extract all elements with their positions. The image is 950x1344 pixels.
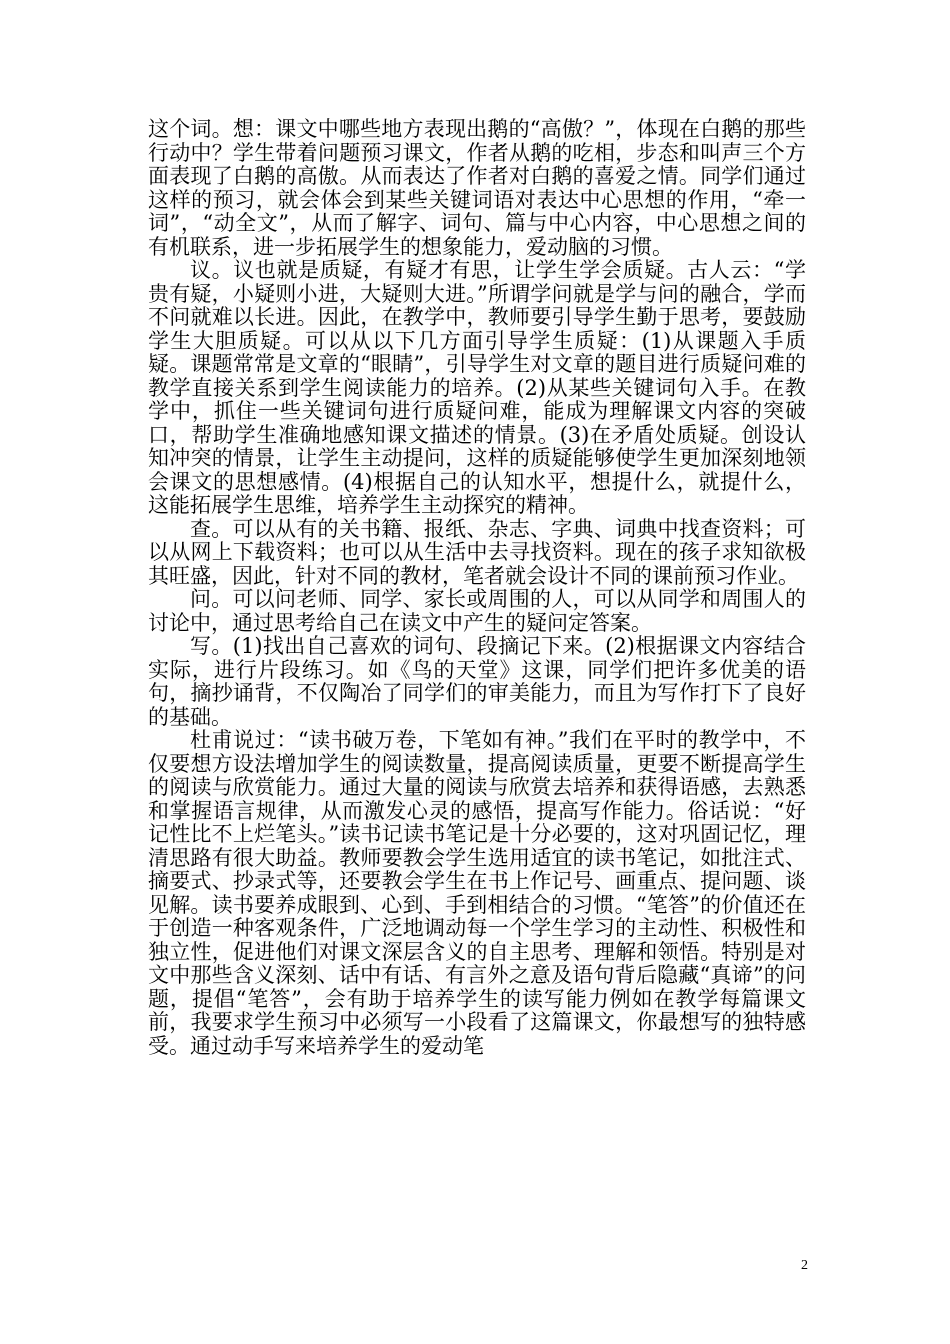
page-number: 2 — [801, 1258, 808, 1273]
paragraph-ask: 问。可以问老师、同学、家长或周围的人，可以从同学和周围人的讨论中，通过思考给自己在读文中产生的疑问定答案。 — [148, 587, 806, 635]
paragraph-search: 查。可以从有的关书籍、报纸、杂志、字典、词典中找查资料；可以从网上下载资料；也可以从生活中去寻找资料。现在的孩子求知欲极其旺盛，因此，针对不同的教材，笔者就会设计不同的课前预习作业。 — [148, 516, 806, 588]
paragraph-continuation: 这个词。想：课文中哪些地方表现出鹅的“高傲？”，体现在白鹅的那些行动中？学生带着问题预习课文，作者从鹅的吃相，步态和叫声三个方面表现了白鹅的高傲。从而表达了作者对白鹅的喜爱之情。同学们通过这样的预习，就会体会到某些关键词语对表达中心思想的作用，“牵一词”，“动全文”，从而了解字、词句、篇与中心内容，中心思想之间的有机联系，进一步拓展学生的想象能力，爱动脑的习惯。 — [148, 117, 806, 259]
paragraph-write: 写。(1)找出自己喜欢的词句、段摘记下来。(2)根据课文内容结合实际，进行片段练习。如《鸟的天堂》这课，同学们把许多优美的语句，摘抄诵背，不仅陶冶了同学们的审美能力，而且为写作打下了良好的基础。 — [148, 634, 806, 729]
body-text — [148, 118, 806, 1058]
paragraph-du-fu: 杜甫说过：“读书破万卷，下笔如有神。”我们在平时的教学中，不仅要想方设法增加学生的阅读数量，提高阅读质量，更要不断提高学生的阅读与欣赏能力。通过大量的阅读与欣赏去培养和获得语感，去熟悉和掌握语言规律，从而激发心灵的感悟，提高写作能力。俗话说：“好记性比不上烂笔头。”读书记读书笔记是十分必要的，这对巩固记忆，理清思路有很大助益。教师要教会学生选用适宜的读书笔记，如批注式、摘要式、抄录式等，还要教会学生在书上作记号、画重点、提问题、谈见解。读书要养成眼到、心到、手到相结合的习惯。“笔答”的价值还在于创造一种客观条件，广泛地调动每一个学生学习的主动性、积极性和独立性，促进他们对课文深层含义的自主思考、理解和领悟。特别是对文中那些含义深刻、话中有话、有言外之意及语句背后隐藏“真谛”的问题，提倡“笔答”，会有助于培养学生的读写能力例如在教学每篇课文前，我要求学生预习中必须写一小段看了这篇课文，你最想写的独特感受。通过动手写来培养学生的爱动笔 — [148, 728, 806, 1058]
paragraph-discuss: 议。议也就是质疑，有疑才有思，让学生学会质疑。古人云：“学贵有疑，小疑则小进，大疑则大进。”所谓学问就是学与问的融合，学而不问就难以长进。因此，在教学中，教师要引导学生勤于思考，要鼓励学生大胆质疑。可以从以下几方面引导学生质疑：(1)从课题入手质疑。课题常常是文章的“眼睛”，引导学生对文章的题目进行质疑问难的教学直接关系到学生阅读能力的培养。(2)从某些关键词句入手。在教学中，抓住一些关键词句进行质疑问难，能成为理解课文内容的突破口，帮助学生准确地感知课文描述的情景。(3)在矛盾处质疑。创设认知冲突的情景，让学生主动提问，这样的质疑能够使学生更加深刻地领会课文的思想感情。(4)根据自己的认知水平，想提什么，就提什么，这能拓展学生思维，培养学生主动探究的精神。 — [148, 258, 806, 517]
